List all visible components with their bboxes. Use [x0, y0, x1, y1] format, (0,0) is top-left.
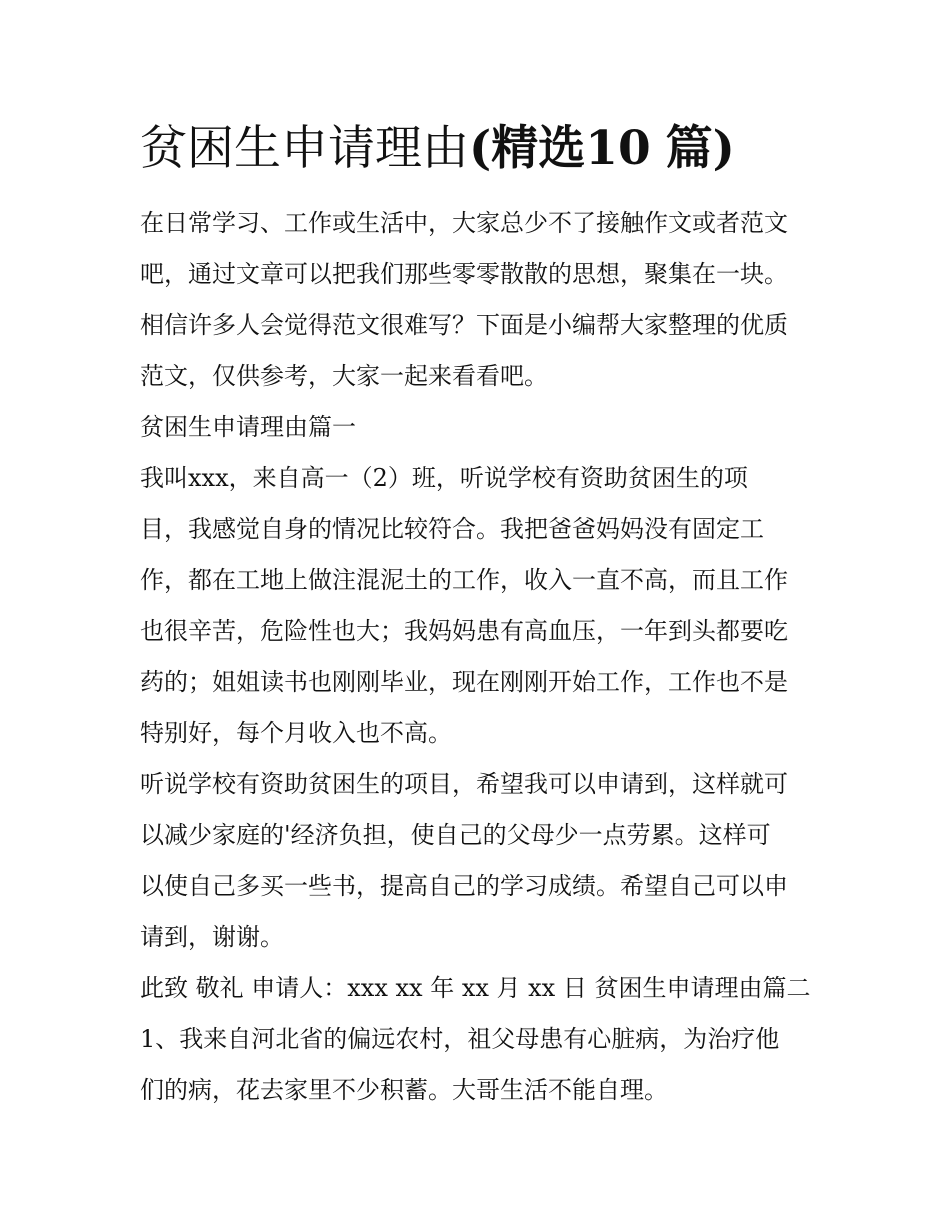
text-line: 目，我感觉自身的情况比较符合。我把爸爸妈妈没有固定工 — [140, 515, 764, 543]
text-line: 听说学校有资助贫困生的项目，希望我可以申请到，这样就可 — [140, 770, 788, 798]
document-page — [140, 118, 820, 1116]
title-paren-close: 篇) — [665, 121, 735, 176]
text-line: 1、我来自河北省的偏远农村，祖父母患有心脏病，为治疗他 — [140, 1025, 780, 1053]
text-line: 作，都在工地上做注混泥土的工作，收入一直不高，而且工作 — [140, 566, 788, 594]
section-two-paragraph-1 — [140, 1014, 820, 1116]
text-line: 在日常学习、工作或生活中，大家总少不了接触作文或者范文 — [140, 209, 788, 237]
section-one-paragraph-1 — [140, 453, 820, 759]
text-line: 也很辛苦，危险性也大；我妈妈患有高血压，一年到头都要吃 — [140, 617, 788, 645]
document-title — [140, 118, 820, 180]
text-line: 我叫xxx，来自高一（2）班，听说学校有资助贫困生的项 — [140, 464, 748, 492]
title-paren-open: (精选 — [469, 121, 586, 176]
intro-paragraph — [140, 198, 820, 402]
closing-text: 此致 敬礼 申请人：xxx xx 年 xx 月 xx 日 贫困生申请理由篇二 — [140, 974, 811, 1002]
closing-line — [140, 963, 820, 1014]
text-line: 们的病，花去家里不少积蓄。大哥生活不能自理。 — [140, 1076, 668, 1104]
text-line: 相信许多人会觉得范文很难写？下面是小编帮大家整理的优质 — [140, 311, 788, 339]
text-line: 药的；姐姐读书也刚刚毕业，现在刚刚开始工作，工作也不是 — [140, 668, 788, 696]
text-line: 吧，通过文章可以把我们那些零零散散的思想，聚集在一块。 — [140, 260, 788, 288]
title-main: 贫困生申请理由 — [140, 121, 469, 176]
section-one-heading — [140, 402, 820, 453]
text-line: 请到，谢谢。 — [140, 923, 284, 951]
section-one-paragraph-2 — [140, 759, 820, 963]
section-heading-text: 贫困生申请理由篇一 — [140, 413, 356, 441]
text-line: 以使自己多买一些书，提高自己的学习成绩。希望自己可以申 — [140, 872, 788, 900]
text-line: 以减少家庭的'经济负担，使自己的父母少一点劳累。这样可 — [140, 821, 771, 849]
text-line: 特别好，每个月收入也不高。 — [140, 719, 452, 747]
title-number: 10 — [585, 121, 651, 176]
text-line: 范文，仅供参考，大家一起来看看吧。 — [140, 362, 548, 390]
